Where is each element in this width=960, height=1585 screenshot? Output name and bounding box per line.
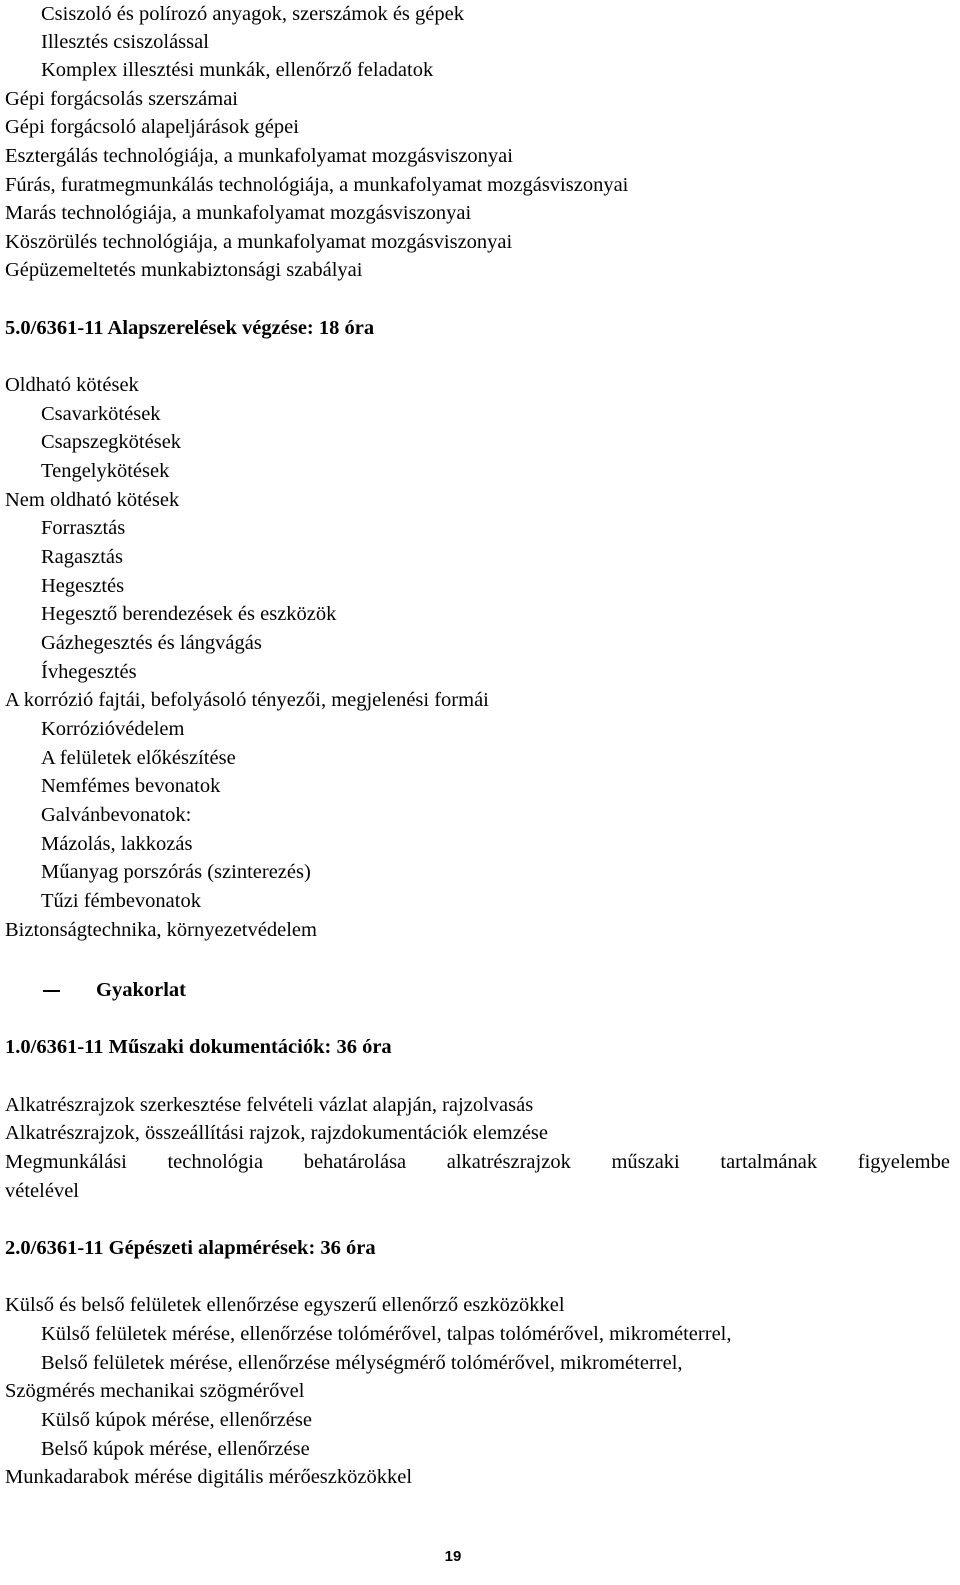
- dash-bullet: [43, 990, 60, 992]
- list-item: Külső kúpok mérése, ellenőrzése: [41, 1409, 312, 1431]
- word: technológia: [167, 1151, 264, 1173]
- list-item: Gázhegesztés és lángvágás: [41, 632, 262, 654]
- paragraph-line: Alkatrészrajzok szerkesztése felvételi vázlat alapján, rajzolvasás: [5, 1094, 534, 1116]
- list-item: A korrózió fajtái, befolyásoló tényezői, megjelenési formái: [5, 689, 489, 711]
- list-item: Csapszegkötések: [41, 431, 182, 453]
- list-item: Hegesztő berendezések és eszközök: [41, 603, 337, 625]
- list-item: Belső felületek mérése, ellenőrzése mélységmérő tolómérővel, mikrométerrel,: [41, 1352, 683, 1374]
- word: behatárolása: [303, 1151, 407, 1173]
- section-heading: 2.0/6361-11 Gépészeti alapmérések: 36 óra: [5, 1237, 376, 1259]
- list-item: Ívhegesztés: [41, 661, 137, 683]
- list-item: Gépi forgácsolás szerszámai: [5, 88, 238, 110]
- list-item: Csavarkötések: [41, 403, 161, 425]
- list-item: Munkadarabok mérése digitális mérőeszközökkel: [5, 1466, 413, 1488]
- list-item: Mázolás, lakkozás: [41, 833, 193, 855]
- list-item: Nem oldható kötések: [5, 489, 180, 511]
- section-heading: 5.0/6361-11 Alapszerelések végzése: 18 óra: [5, 317, 375, 339]
- word: Megmunkálási: [5, 1151, 127, 1173]
- word: tartalmának: [720, 1151, 818, 1173]
- list-item: Köszörülés technológiája, a munkafolyamat mozgásviszonyai: [5, 231, 513, 253]
- list-item: Nemfémes bevonatok: [41, 775, 221, 797]
- paragraph-line: Alkatrészrajzok, összeállítási rajzok, rajzdokumentációk elemzése: [5, 1122, 549, 1144]
- justified-line: [5, 1148, 950, 1176]
- list-item: Külső és belső felületek ellenőrzése egyszerű ellenőrző eszközökkel: [5, 1294, 565, 1316]
- paragraph-line: vételével: [5, 1180, 79, 1202]
- list-item: Tengelykötések: [41, 460, 170, 482]
- list-item: Biztonságtechnika, környezetvédelem: [5, 919, 317, 941]
- list-item: Korrózióvédelem: [41, 718, 185, 740]
- list-item: Tűzi fémbevonatok: [41, 890, 201, 912]
- list-item: Hegesztés: [41, 575, 125, 597]
- list-item: Belső kúpok mérése, ellenőrzése: [41, 1438, 310, 1460]
- list-item: Ragasztás: [41, 546, 123, 568]
- list-item: Komplex illesztési munkák, ellenőrző feladatok: [41, 59, 434, 81]
- list-item: Külső felületek mérése, ellenőrzése tolómérővel, talpas tolómérővel, mikrométerrel,: [41, 1323, 732, 1345]
- list-item: Gépüzemeltetés munkabiztonsági szabályai: [5, 259, 363, 281]
- list-item: Esztergálás technológiája, a munkafolyamat mozgásviszonyai: [5, 145, 513, 167]
- list-item: Oldható kötések: [5, 374, 139, 396]
- list-item: Gépi forgácsoló alapeljárások gépei: [5, 116, 299, 138]
- list-item: Csiszoló és polírozó anyagok, szerszámok és gépek: [41, 3, 464, 25]
- list-item: A felületek előkészítése: [41, 747, 236, 769]
- list-item: Marás technológiája, a munkafolyamat mozgásviszonyai: [5, 202, 472, 224]
- list-item: Illesztés csiszolással: [41, 31, 209, 53]
- list-item: Galvánbevonatok:: [41, 804, 192, 826]
- word: figyelembe: [857, 1151, 950, 1173]
- list-item: Fúrás, furatmegmunkálás technológiája, a munkafolyamat mozgásviszonyai: [5, 174, 629, 196]
- word: műszaki: [611, 1151, 680, 1173]
- section-heading: 1.0/6361-11 Műszaki dokumentációk: 36 óra: [5, 1036, 392, 1058]
- list-item: Forrasztás: [41, 517, 126, 539]
- word: alkatrészrajzok: [446, 1151, 571, 1173]
- list-item: Műanyag porszórás (szinterezés): [41, 861, 311, 883]
- list-item: Szögmérés mechanikai szögmérővel: [5, 1380, 305, 1402]
- page-number: 19: [444, 1548, 462, 1565]
- practice-label: Gyakorlat: [96, 979, 186, 1001]
